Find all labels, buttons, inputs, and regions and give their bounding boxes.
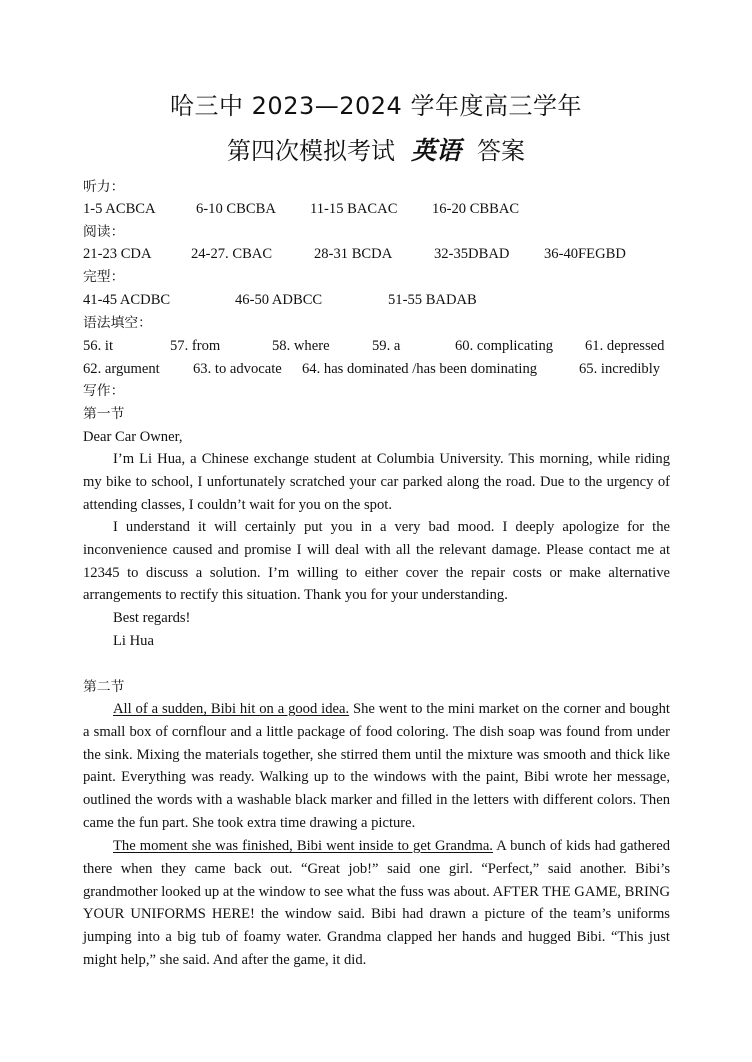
cloze-group-2: 46-50 ADBCC xyxy=(235,292,323,308)
cloze-group-3: 51-55 BADAB xyxy=(388,292,477,308)
listening-group-2: 6-10 CBCBA xyxy=(196,201,276,217)
reading-label: 阅读： xyxy=(83,224,125,240)
grammar-label: 语法填空： xyxy=(83,315,152,331)
title-answer-word: 答案 xyxy=(477,137,525,165)
listening-label: 听力： xyxy=(83,179,125,195)
story-paragraph-2-text: A bunch of kids had gathered there when they came back out. “Great job!” said one girl. “Perfect,” said another. Bibi’s grandmother looked up at the window to see what the fuss was about. AFTER THE GAME, BRING YOUR UNIFORMS HERE! the window said. Bibi had drawn a picture of the team’s uniforms jumping into a big tub of foamy water. Grandma clapped her hands and hugged Bibi. “This just might help,” she said. And after the game, it did. xyxy=(83,838,671,968)
grammar-answer-57: 57. from xyxy=(170,338,221,354)
grammar-answer-61: 61. depressed xyxy=(585,338,665,354)
grammar-answer-65: 65. incredibly xyxy=(579,361,661,377)
story-given-sentence-2: The moment she was finished, Bibi went inside to get Grandma. xyxy=(113,838,493,854)
story-paragraph-1 xyxy=(83,698,670,835)
story-paragraph-2 xyxy=(83,835,670,972)
grammar-answer-64: 64. has dominated /has been dominating xyxy=(302,361,538,377)
writing-section-2-label: 第二节 xyxy=(83,679,125,695)
cloze-label: 完型： xyxy=(83,269,125,285)
reading-group-5: 36-40FEGBD xyxy=(544,246,626,262)
grammar-answer-63: 63. to advocate xyxy=(193,361,282,377)
story-paragraph-1-text: She went to the mini market on the corner and bought a small box of cornflour and a little package of food coloring. The dish soap was found from under the sink. Mixing the materials together, she stirred them until the mixture was smooth and thick like paint. Everything was ready. Walking up to the windows with the paint, Bibi wrote her message, outlined the words with a washable black marker and filled in the letters with different colors. Then came the fun part. She took extra time drawing a picture. xyxy=(83,701,670,831)
page-title-line-1: 哈三中 2023—2024 学年度高三学年 xyxy=(170,92,582,120)
grammar-answer-62: 62. argument xyxy=(83,361,160,377)
letter-paragraph-2: I understand it will certainly put you in a very bad mood. I deeply apologize for the inconvenience caused and promise I will deal with all the relevant damage. Please contact me at 12345 to discuss a solution. I’m willing to either cover the repair costs or make alternative arrangements to rectify this situation. Thank you for your understanding. xyxy=(83,519,670,604)
letter-closing: Best regards! xyxy=(113,610,191,626)
grammar-answer-59: 59. a xyxy=(372,338,401,354)
letter-greeting: Dear Car Owner, xyxy=(83,429,183,445)
letter-paragraph-1: I’m Li Hua, a Chinese exchange student at Columbia University. This morning, while riding my bike to school, I unfortunately scratched your car parked along the road. Due to the urgency of attending classes, I couldn’t wait for you on the spot. xyxy=(83,451,670,513)
listening-group-3: 11-15 BACAC xyxy=(310,201,398,217)
reading-group-3: 28-31 BCDA xyxy=(314,246,393,262)
grammar-answer-56: 56. it xyxy=(83,338,113,354)
title-exam-name: 第四次模拟考试 xyxy=(226,137,395,165)
listening-group-1: 1-5 ACBCA xyxy=(83,201,156,217)
grammar-answer-58: 58. where xyxy=(272,338,330,354)
title-subject: 英语 xyxy=(410,136,461,165)
grammar-answer-60: 60. complicating xyxy=(455,338,554,354)
writing-label: 写作： xyxy=(83,383,125,399)
cloze-group-1: 41-45 ACDBC xyxy=(83,292,171,308)
page-title-line-2 xyxy=(0,131,752,171)
writing-section-1-label: 第一节 xyxy=(83,406,125,422)
listening-group-4: 16-20 CBBAC xyxy=(432,201,520,217)
reading-group-4: 32-35DBAD xyxy=(434,246,510,262)
letter-signature: Li Hua xyxy=(113,633,154,649)
reading-group-2: 24-27. CBAC xyxy=(191,246,273,262)
reading-group-1: 21-23 CDA xyxy=(83,246,152,262)
story-given-sentence-1: All of a sudden, Bibi hit on a good idea. xyxy=(113,701,350,717)
